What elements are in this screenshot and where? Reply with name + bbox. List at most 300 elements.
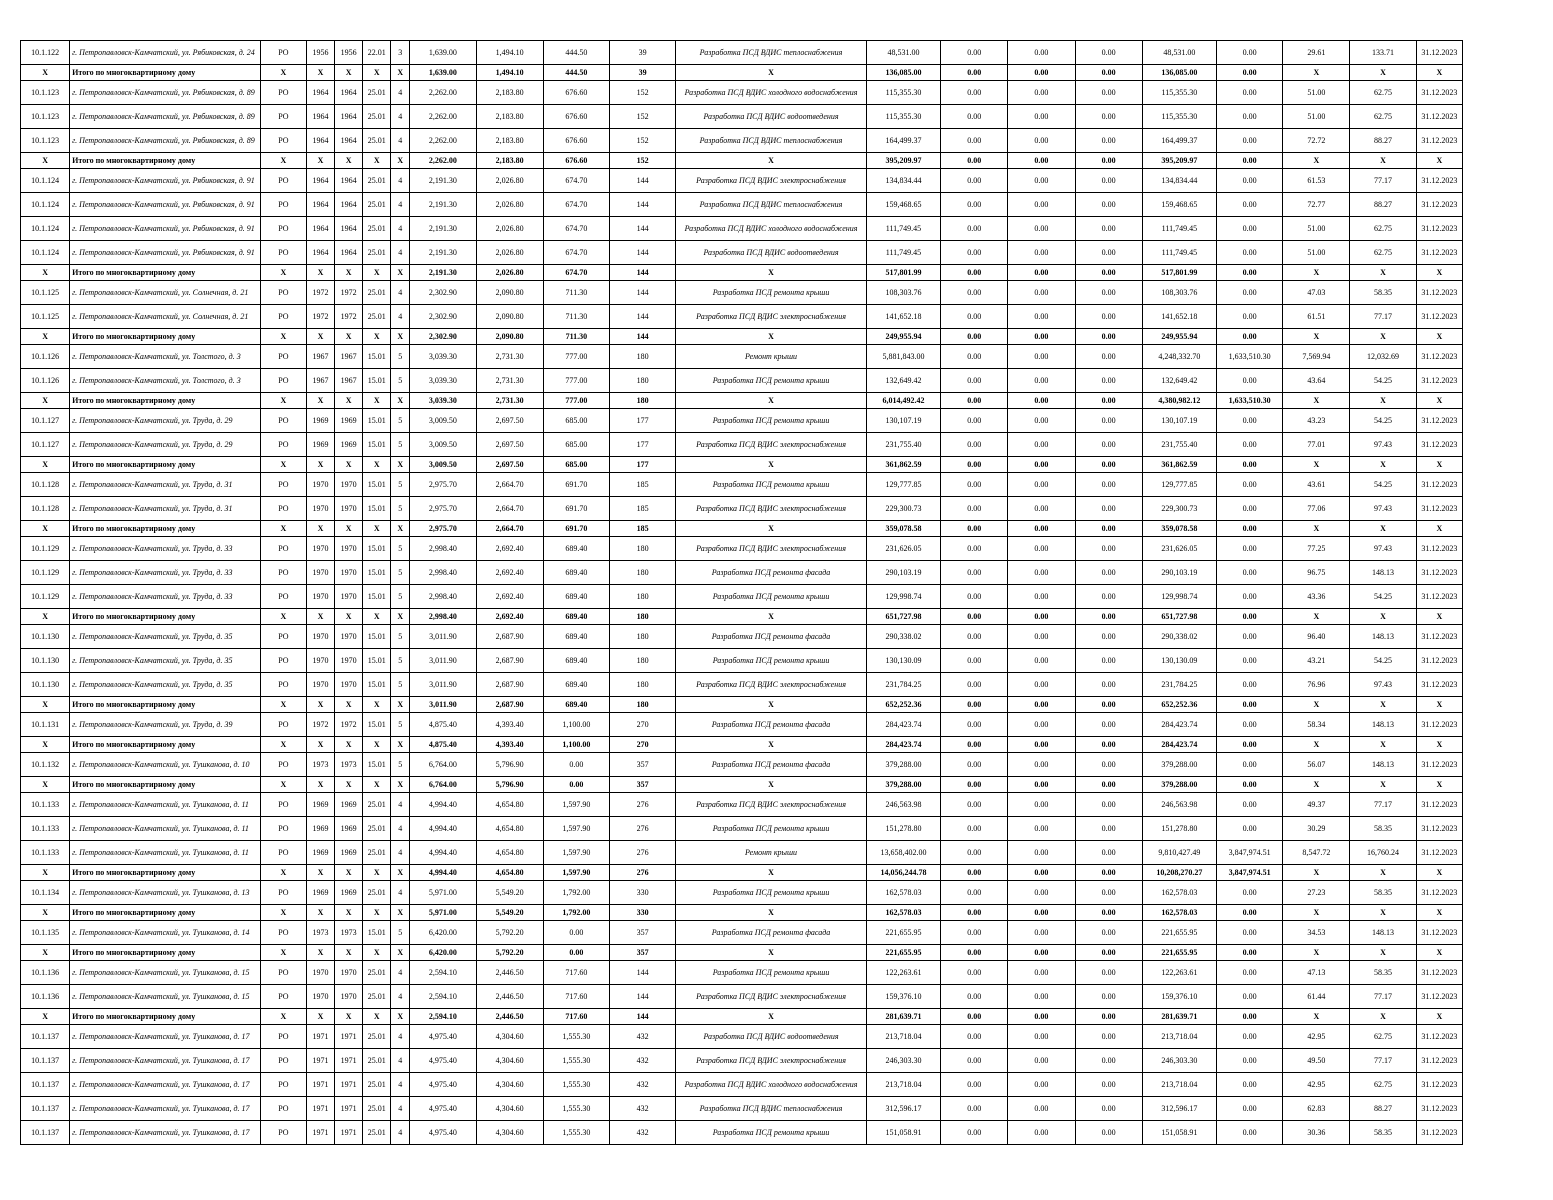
cell-wall-material: 15.01 [363,753,391,777]
cell-nonresidential-area: 676.60 [543,105,609,129]
cell-program-code: РО [260,793,306,817]
cell-owner-funds: 213,718.04 [1142,1073,1216,1097]
cell-total-area: 3,039.30 [410,369,476,393]
cell-municipal-funds: 0.00 [1075,457,1142,473]
cell-program-code: X [260,521,306,537]
cell-work-type: X [676,521,867,537]
cell-item-number: 10.1.126 [21,345,70,369]
cell-other-funds: 0.00 [1217,105,1283,129]
cell-nonresidential-area: 717.60 [543,985,609,1009]
cell-federal-funds: 0.00 [941,65,1008,81]
cell-commission-year: 1969 [335,793,363,817]
cell-max-unit-cost: 58.35 [1350,881,1416,905]
cell-wall-material: 15.01 [363,473,391,497]
cell-build-year: X [306,777,334,793]
cell-build-year: X [306,457,334,473]
cell-federal-funds: 0.00 [941,1049,1008,1073]
cell-residential-area: 4,654.80 [476,865,543,881]
cell-max-unit-cost: 54.25 [1350,369,1416,393]
cell-address: Итого по многоквартирному дому [70,393,261,409]
cell-floors: 4 [391,169,410,193]
cell-owner-funds: 132,649.42 [1142,369,1216,393]
cell-nonresidential-area: 685.00 [543,433,609,457]
cell-other-funds: 0.00 [1217,737,1283,753]
cell-program-code: РО [260,193,306,217]
cell-deadline: X [1416,153,1462,169]
cell-total-cost: 246,303.30 [866,1049,940,1073]
cell-total-cost: 517,801.99 [866,265,940,281]
cell-address: Итого по многоквартирному дому [70,329,261,345]
cell-federal-funds: 0.00 [941,777,1008,793]
cell-regional-funds: 0.00 [1008,865,1075,881]
cell-commission-year: X [335,945,363,961]
cell-regional-funds: 0.00 [1008,433,1075,457]
cell-max-unit-cost: 58.35 [1350,961,1416,985]
cell-address: Итого по многоквартирному дому [70,697,261,713]
cell-program-code: X [260,737,306,753]
cell-total-area: 3,011.90 [410,649,476,673]
cell-owner-funds: 164,499.37 [1142,129,1216,153]
cell-nonresidential-area: 777.00 [543,393,609,409]
cell-federal-funds: 0.00 [941,193,1008,217]
cell-item-number: 10.1.136 [21,985,70,1009]
cell-deadline: X [1416,457,1462,473]
cell-nonresidential-area: 0.00 [543,945,609,961]
cell-address: Итого по многоквартирному дому [70,905,261,921]
cell-residential-area: 4,654.80 [476,841,543,865]
cell-federal-funds: 0.00 [941,625,1008,649]
cell-program-code: РО [260,217,306,241]
cell-deadline: X [1416,329,1462,345]
cell-item-number: 10.1.132 [21,753,70,777]
cell-floors: 3 [391,41,410,65]
cell-other-funds: 0.00 [1217,625,1283,649]
cell-unit-cost: X [1283,609,1350,625]
cell-total-cost: 141,652.18 [866,305,940,329]
cell-federal-funds: 0.00 [941,649,1008,673]
cell-residential-area: 2,731.30 [476,393,543,409]
cell-regional-funds: 0.00 [1008,777,1075,793]
table-row [21,1121,1463,1145]
cell-max-unit-cost: 148.13 [1350,753,1416,777]
cell-item-number: X [21,1009,70,1025]
cell-unit-cost: 51.00 [1283,105,1350,129]
cell-program-code: РО [260,497,306,521]
cell-unit-cost: 72.72 [1283,129,1350,153]
cell-program-code: X [260,265,306,281]
cell-item-number: X [21,521,70,537]
cell-item-number: 10.1.126 [21,369,70,393]
cell-regional-funds: 0.00 [1008,345,1075,369]
cell-municipal-funds: 0.00 [1075,865,1142,881]
cell-commission-year: 1970 [335,673,363,697]
cell-work-type: X [676,65,867,81]
cell-municipal-funds: 0.00 [1075,961,1142,985]
cell-work-type: Разработка ПСД ремонта крыши [676,473,867,497]
cell-floors: 5 [391,921,410,945]
cell-deadline: 31.12.2023 [1416,961,1462,985]
cell-work-type: X [676,737,867,753]
cell-federal-funds: 0.00 [941,673,1008,697]
cell-total-cost: 129,777.85 [866,473,940,497]
cell-municipal-funds: 0.00 [1075,169,1142,193]
cell-federal-funds: 0.00 [941,817,1008,841]
cell-total-cost: 13,658,402.00 [866,841,940,865]
total-row [21,329,1463,345]
cell-regional-funds: 0.00 [1008,961,1075,985]
cell-address: Итого по многоквартирному дому [70,865,261,881]
cell-floors: X [391,329,410,345]
cell-build-year: 1964 [306,241,334,265]
cell-owner-funds: 134,834.44 [1142,169,1216,193]
cell-total-area: 4,875.40 [410,737,476,753]
cell-municipal-funds: 0.00 [1075,473,1142,497]
cell-federal-funds: 0.00 [941,737,1008,753]
cell-address: Итого по многоквартирному дому [70,777,261,793]
cell-total-area: 3,011.90 [410,625,476,649]
cell-residents: 276 [609,793,675,817]
cell-program-code: РО [260,961,306,985]
cell-nonresidential-area: 0.00 [543,777,609,793]
cell-nonresidential-area: 685.00 [543,457,609,473]
cell-wall-material: 15.01 [363,369,391,393]
cell-regional-funds: 0.00 [1008,737,1075,753]
total-row [21,737,1463,753]
cell-deadline: 31.12.2023 [1416,561,1462,585]
cell-owner-funds: 129,998.74 [1142,585,1216,609]
cell-floors: 4 [391,105,410,129]
table-row [21,473,1463,497]
cell-program-code: X [260,329,306,345]
cell-regional-funds: 0.00 [1008,817,1075,841]
cell-residents: 276 [609,865,675,881]
cell-residents: 152 [609,105,675,129]
cell-other-funds: 1,633,510.30 [1217,393,1283,409]
cell-commission-year: 1972 [335,305,363,329]
cell-owner-funds: 379,288.00 [1142,753,1216,777]
cell-unit-cost: 43.61 [1283,473,1350,497]
cell-total-cost: 229,300.73 [866,497,940,521]
cell-owner-funds: 221,655.95 [1142,921,1216,945]
cell-build-year: X [306,265,334,281]
cell-total-area: 2,191.30 [410,241,476,265]
cell-address: Итого по многоквартирному дому [70,1009,261,1025]
cell-municipal-funds: 0.00 [1075,497,1142,521]
cell-build-year: X [306,945,334,961]
cell-wall-material: 25.01 [363,217,391,241]
cell-regional-funds: 0.00 [1008,265,1075,281]
table-row [21,921,1463,945]
cell-deadline: X [1416,777,1462,793]
cell-unit-cost: X [1283,697,1350,713]
cell-nonresidential-area: 674.70 [543,193,609,217]
cell-federal-funds: 0.00 [941,433,1008,457]
cell-program-code: РО [260,881,306,905]
cell-unit-cost: X [1283,1009,1350,1025]
table-row [21,985,1463,1009]
cell-owner-funds: 246,563.98 [1142,793,1216,817]
cell-unit-cost: 43.64 [1283,369,1350,393]
cell-other-funds: 0.00 [1217,585,1283,609]
cell-regional-funds: 0.00 [1008,1009,1075,1025]
cell-build-year: X [306,1009,334,1025]
cell-item-number: 10.1.135 [21,921,70,945]
table-row [21,409,1463,433]
cell-total-cost: 159,376.10 [866,985,940,1009]
cell-wall-material: 15.01 [363,649,391,673]
cell-work-type: Разработка ПСД ВДИС электроснабжения [676,497,867,521]
cell-item-number: 10.1.130 [21,625,70,649]
table-row [21,625,1463,649]
cell-address: г. Петропавловск-Камчатский, ул. Тушканова, д. 11 [70,817,261,841]
table-row [21,961,1463,985]
cell-regional-funds: 0.00 [1008,713,1075,737]
cell-item-number: 10.1.129 [21,585,70,609]
cell-regional-funds: 0.00 [1008,473,1075,497]
cell-unit-cost: X [1283,945,1350,961]
cell-residents: 180 [609,585,675,609]
cell-commission-year: X [335,737,363,753]
total-row [21,905,1463,921]
cell-regional-funds: 0.00 [1008,561,1075,585]
cell-total-area: 4,994.40 [410,865,476,881]
cell-residents: 185 [609,521,675,537]
table-row [21,41,1463,65]
cell-nonresidential-area: 711.30 [543,329,609,345]
cell-build-year: 1956 [306,41,334,65]
cell-address: г. Петропавловск-Камчатский, ул. Рябиковская, д. 89 [70,129,261,153]
cell-residential-area: 2,687.90 [476,649,543,673]
cell-residential-area: 2,026.80 [476,169,543,193]
cell-residential-area: 2,446.50 [476,961,543,985]
cell-residents: 144 [609,217,675,241]
cell-build-year: 1969 [306,841,334,865]
cell-residents: 152 [609,81,675,105]
cell-residential-area: 2,697.50 [476,433,543,457]
cell-nonresidential-area: 691.70 [543,521,609,537]
cell-total-area: 2,998.40 [410,609,476,625]
cell-build-year: X [306,609,334,625]
cell-total-area: 4,975.40 [410,1025,476,1049]
cell-address: г. Петропавловск-Камчатский, ул. Рябиковская, д. 91 [70,169,261,193]
cell-residential-area: 2,664.70 [476,497,543,521]
cell-residents: 357 [609,777,675,793]
total-row [21,265,1463,281]
cell-build-year: X [306,393,334,409]
cell-floors: 4 [391,305,410,329]
cell-total-cost: 132,649.42 [866,369,940,393]
cell-residential-area: 2,692.40 [476,609,543,625]
cell-residential-area: 2,687.90 [476,673,543,697]
cell-residents: 177 [609,457,675,473]
cell-unit-cost: 30.36 [1283,1121,1350,1145]
cell-commission-year: 1971 [335,1073,363,1097]
cell-program-code: X [260,153,306,169]
cell-total-area: 6,764.00 [410,777,476,793]
cell-floors: 5 [391,753,410,777]
cell-floors: X [391,905,410,921]
cell-program-code: РО [260,409,306,433]
cell-nonresidential-area: 1,555.30 [543,1073,609,1097]
cell-unit-cost: 7,569.94 [1283,345,1350,369]
cell-regional-funds: 0.00 [1008,649,1075,673]
cell-address: г. Петропавловск-Камчатский, ул. Труда, д. 33 [70,561,261,585]
cell-work-type: X [676,265,867,281]
cell-commission-year: 1967 [335,345,363,369]
cell-wall-material: 25.01 [363,985,391,1009]
cell-program-code: X [260,1009,306,1025]
cell-residents: 330 [609,905,675,921]
cell-program-code: РО [260,1121,306,1145]
cell-unit-cost: 96.75 [1283,561,1350,585]
cell-federal-funds: 0.00 [941,905,1008,921]
cell-commission-year: 1971 [335,1025,363,1049]
cell-commission-year: 1970 [335,561,363,585]
cell-build-year: 1964 [306,217,334,241]
cell-address: г. Петропавловск-Камчатский, ул. Труда, д. 35 [70,649,261,673]
cell-program-code: X [260,945,306,961]
cell-total-cost: 136,085.00 [866,65,940,81]
table-row [21,169,1463,193]
cell-nonresidential-area: 777.00 [543,345,609,369]
cell-item-number: 10.1.137 [21,1097,70,1121]
cell-other-funds: 0.00 [1217,305,1283,329]
cell-address: г. Петропавловск-Камчатский, ул. Тушканова, д. 13 [70,881,261,905]
table-row [21,433,1463,457]
cell-nonresidential-area: 691.70 [543,473,609,497]
cell-unit-cost: X [1283,777,1350,793]
table-row [21,241,1463,265]
cell-deadline: 31.12.2023 [1416,673,1462,697]
cell-work-type: Разработка ПСД ВДИС электроснабжения [676,305,867,329]
cell-work-type: Разработка ПСД ремонта фасада [676,561,867,585]
cell-owner-funds: 108,303.76 [1142,281,1216,305]
cell-max-unit-cost: 16,760.24 [1350,841,1416,865]
cell-deadline: 31.12.2023 [1416,1049,1462,1073]
cell-program-code: РО [260,169,306,193]
cell-residents: 357 [609,945,675,961]
cell-floors: 4 [391,217,410,241]
cell-build-year: 1972 [306,305,334,329]
cell-residential-area: 2,664.70 [476,473,543,497]
cell-deadline: 31.12.2023 [1416,217,1462,241]
cell-wall-material: X [363,945,391,961]
cell-address: г. Петропавловск-Камчатский, ул. Труда, д. 33 [70,585,261,609]
cell-regional-funds: 0.00 [1008,673,1075,697]
cell-deadline: X [1416,393,1462,409]
cell-nonresidential-area: 1,555.30 [543,1025,609,1049]
cell-build-year: 1971 [306,1097,334,1121]
cell-regional-funds: 0.00 [1008,105,1075,129]
cell-unit-cost: 8,547.72 [1283,841,1350,865]
cell-floors: 5 [391,409,410,433]
cell-total-area: 3,039.30 [410,345,476,369]
cell-item-number: 10.1.137 [21,1073,70,1097]
cell-address: Итого по многоквартирному дому [70,609,261,625]
table-row [21,1097,1463,1121]
cell-build-year: 1964 [306,169,334,193]
cell-owner-funds: 115,355.30 [1142,105,1216,129]
cell-municipal-funds: 0.00 [1075,241,1142,265]
cell-floors: X [391,697,410,713]
cell-owner-funds: 517,801.99 [1142,265,1216,281]
cell-regional-funds: 0.00 [1008,625,1075,649]
cell-total-area: 2,998.40 [410,585,476,609]
cell-item-number: 10.1.137 [21,1025,70,1049]
cell-nonresidential-area: 1,792.00 [543,881,609,905]
cell-total-area: 2,302.90 [410,281,476,305]
cell-program-code: X [260,777,306,793]
cell-owner-funds: 151,278.80 [1142,817,1216,841]
cell-owner-funds: 231,755.40 [1142,433,1216,457]
cell-nonresidential-area: 676.60 [543,153,609,169]
cell-address: г. Петропавловск-Камчатский, ул. Тушканова, д. 15 [70,961,261,985]
cell-item-number: 10.1.128 [21,473,70,497]
cell-residents: 180 [609,345,675,369]
cell-build-year: 1970 [306,537,334,561]
cell-address: г. Петропавловск-Камчатский, ул. Тушканова, д. 14 [70,921,261,945]
cell-floors: 4 [391,81,410,105]
cell-federal-funds: 0.00 [941,409,1008,433]
cell-owner-funds: 162,578.03 [1142,905,1216,921]
cell-municipal-funds: 0.00 [1075,1073,1142,1097]
cell-deadline: 31.12.2023 [1416,537,1462,561]
cell-residents: 270 [609,713,675,737]
cell-residents: 276 [609,817,675,841]
table-row [21,193,1463,217]
cell-regional-funds: 0.00 [1008,793,1075,817]
cell-deadline: 31.12.2023 [1416,193,1462,217]
cell-item-number: 10.1.123 [21,129,70,153]
cell-commission-year: 1967 [335,369,363,393]
cell-total-area: 6,764.00 [410,753,476,777]
cell-federal-funds: 0.00 [941,81,1008,105]
cell-residents: 180 [609,697,675,713]
cell-residential-area: 2,026.80 [476,217,543,241]
cell-max-unit-cost: X [1350,945,1416,961]
cell-other-funds: 0.00 [1217,713,1283,737]
cell-build-year: 1970 [306,673,334,697]
cell-program-code: РО [260,625,306,649]
cell-residential-area: 2,090.80 [476,329,543,345]
cell-other-funds: 0.00 [1217,241,1283,265]
cell-nonresidential-area: 689.40 [543,585,609,609]
cell-municipal-funds: 0.00 [1075,193,1142,217]
cell-total-area: 3,011.90 [410,697,476,713]
cell-total-cost: 359,078.58 [866,521,940,537]
cell-floors: 5 [391,673,410,697]
cell-deadline: 31.12.2023 [1416,497,1462,521]
cell-work-type: Разработка ПСД ВДИС электроснабжения [676,433,867,457]
cell-build-year: X [306,905,334,921]
cell-item-number: 10.1.136 [21,961,70,985]
cell-work-type: X [676,865,867,881]
cell-address: г. Петропавловск-Камчатский, ул. Труда, д. 31 [70,497,261,521]
table-row [21,305,1463,329]
cell-other-funds: 0.00 [1217,945,1283,961]
cell-total-area: 4,875.40 [410,713,476,737]
cell-total-cost: 164,499.37 [866,129,940,153]
cell-residential-area: 2,446.50 [476,1009,543,1025]
cell-total-cost: 129,998.74 [866,585,940,609]
cell-nonresidential-area: 674.70 [543,265,609,281]
cell-address: г. Петропавловск-Камчатский, ул. Труда, д. 29 [70,409,261,433]
cell-unit-cost: 62.83 [1283,1097,1350,1121]
cell-regional-funds: 0.00 [1008,497,1075,521]
cell-program-code: РО [260,1025,306,1049]
cell-work-type: X [676,1009,867,1025]
cell-total-cost: 652,252.36 [866,697,940,713]
